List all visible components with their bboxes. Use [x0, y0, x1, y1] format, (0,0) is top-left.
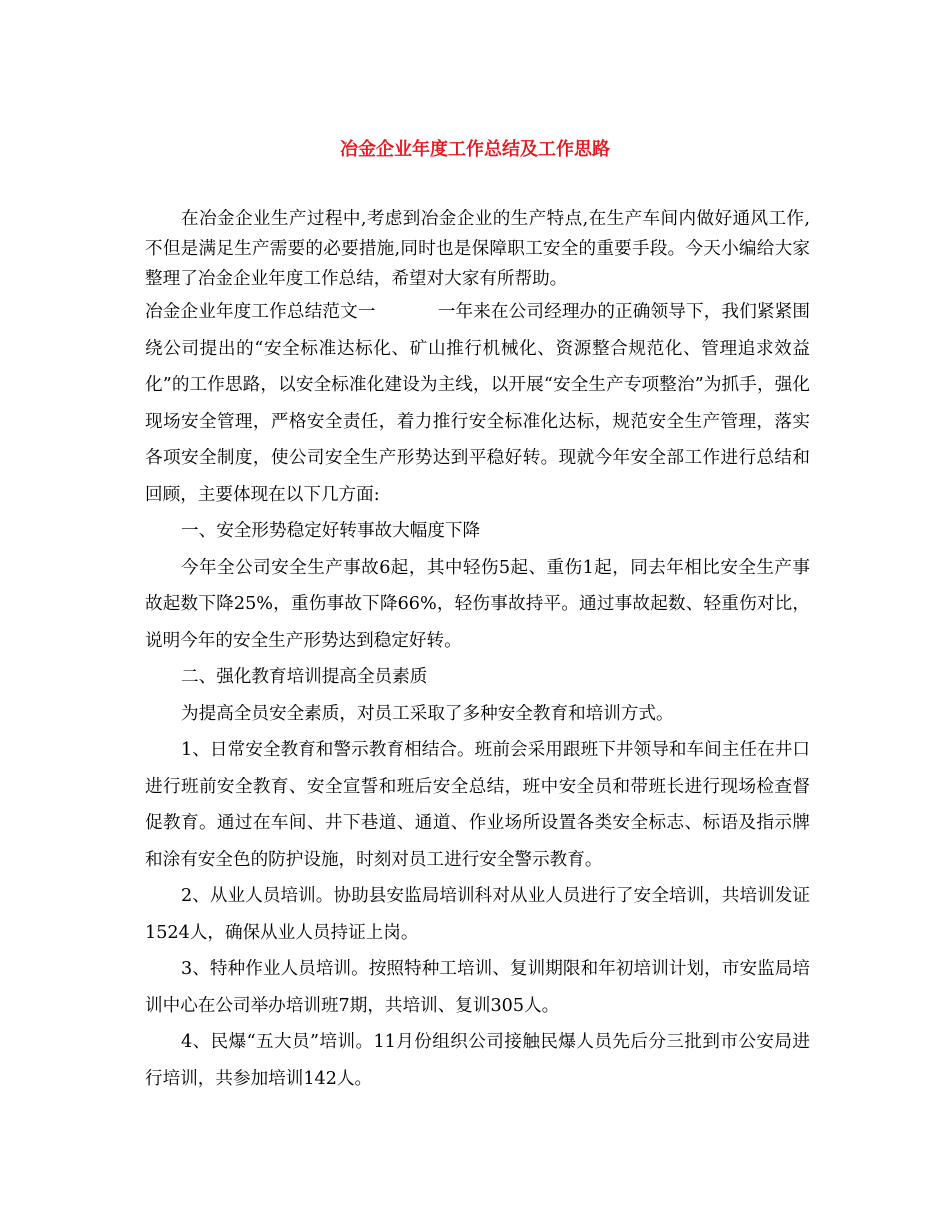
list-item-4: 4、民爆“五大员”培训。11月份组织公司接触民爆人员先后分三批到市公安局进行培训，共参加培训142人。 — [145, 1032, 810, 1089]
section2-intro: 为提高全员安全素质，对员工采取了多种安全教育和培训方式。 — [181, 703, 674, 724]
sample-heading: 冶金企业年度工作总结范文一 — [145, 302, 376, 322]
section1-heading: 一、安全形势稳定好转事故大幅度下降 — [181, 521, 481, 541]
list-item-3: 3、特种作业人员培训。按照特种工培训、复训期限和年初培训计划，市安监局培训中心在公司举办培训班7期，共培训、复训305人。 — [145, 959, 810, 1016]
list-item-2: 2、从业人员培训。协助县安监局培训科对从业人员进行了安全培训，共培训发证1524人，确保从业人员持证上岗。 — [145, 886, 810, 943]
document-body — [145, 204, 810, 1097]
document-title: 冶金企业年度工作总结及工作思路 — [340, 139, 610, 160]
sample-lead-paragraph — [145, 294, 810, 513]
list-item-1: 1、日常安全教育和警示教育相结合。班前会采用跟班下井领导和车间主任在井口进行班前安全教育、安全宣誓和班后安全总结，班中安全员和带班长进行现场检查督促教育。通过在车间、井下巷道、通道、作业场所设置各类安全标志、标语及指示牌和涂有安全色的防护设施，时刻对员工进行安全警示教育。 — [145, 740, 810, 870]
section2-heading: 二、强化教育培训提高全员素质 — [181, 667, 428, 687]
intro-paragraph: 在冶金企业生产过程中,考虑到冶金企业的生产特点,在生产车间内做好通风工作,不但是满足生产需要的必要措施,同时也是保障职工安全的重要手段。今天小编给大家整理了冶金企业年度工作总结，希望对大家有所帮助。 — [145, 209, 810, 289]
section1-body: 今年全公司安全生产事故6起，其中轻伤5起、重伤1起，同去年相比安全生产事故起数下降25%，重伤事故下降66%，轻伤事故持平。通过事故起数、轻重伤对比，说明今年的安全生产形势达到稳定好转。 — [145, 557, 810, 651]
sample-lead-text: 一年来在公司经理办的正确领导下，我们紧紧围绕公司提出的“安全标准达标化、矿山推行机械化、资源整合规范化、管理追求效益化”的工作思路，以安全标准化建设为主线，以开展“安全生产专项整治”为抓手，强化现场安全管理，严格安全责任，着力推行安全标准化达标，规范安全生产管理，落实各项安全制度，使公司安全生产形势达到平稳好转。现就今年安全部工作进行总结和回顾，主要体现在以下几方面: — [145, 302, 810, 505]
